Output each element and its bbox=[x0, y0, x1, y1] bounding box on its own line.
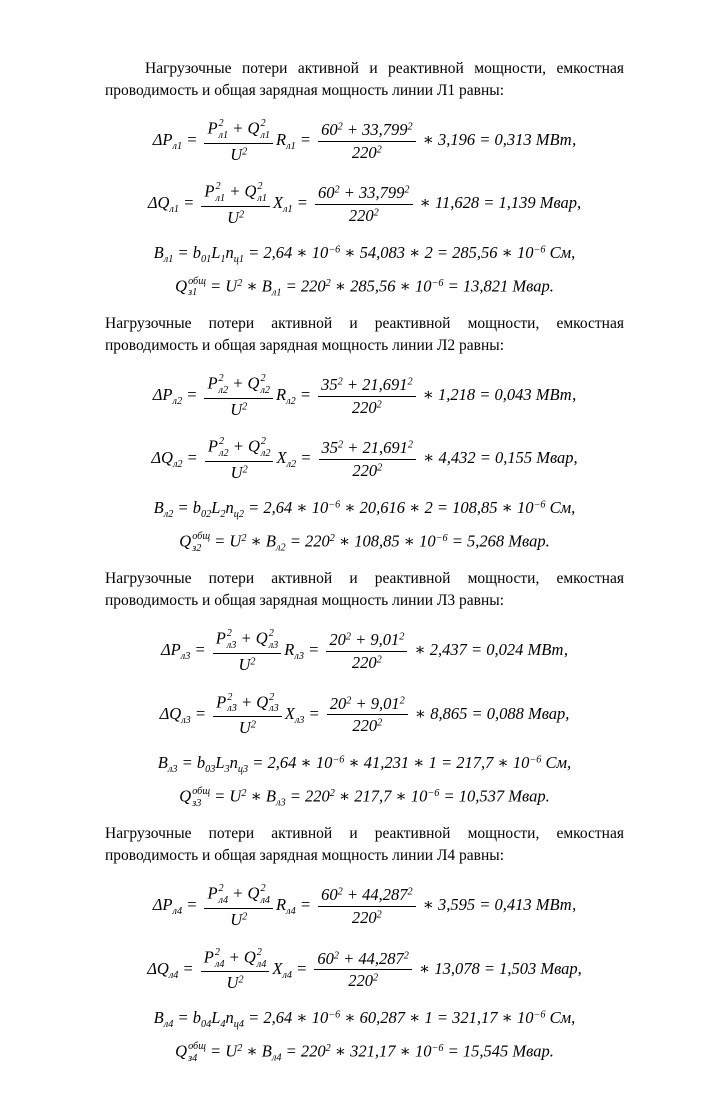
formula-reactive-power-loss-l3: $\Delta Q_{л3}$ = P 2 л3 + Q 2 л3 $U^2$ $X_{л3}$ = $\frac{20^2 + 9,01^2}{220^2}$ ∗ 8,865 = 0,088 Мвар, bbox=[159, 691, 570, 738]
section-line-4 bbox=[105, 823, 624, 1064]
formula-active-power-loss-l2: $\Delta P_{л2}$ = P 2 л2 + Q 2 л2 $U^2$ $R_{л2}$ = $\frac{35^2 + 21,691^2}{220^2}$ ∗ 1,218 = 0,043 МВт, bbox=[152, 373, 577, 419]
formula-reactive-power-loss-l4: $\Delta Q_{л4}$ = P 2 л4 + Q 2 л4 $U^2$ $X_{л4}$ = $\frac{60^2 + 44,287^2}{220^2}$ ∗ 13,078 = 1,503 Мвар, bbox=[147, 946, 582, 993]
formula-capacitive-susceptance-l1: $B_{л1} = b_{01}L_1n_{ц1} = 2,64$ ∗ $10^{-6}$ ∗ 54,083 ∗ 2 = 285,56 ∗ $10^{-6}$ См, bbox=[153, 242, 576, 265]
paragraph-intro-line-4: Нагрузочные потери активной и реактивной мощности, емкостная проводимость и общая зарядная мощность линии Л4 равны: bbox=[105, 825, 624, 865]
section-line-3 bbox=[105, 568, 624, 809]
paragraph-intro-line-2: Нагрузочные потери активной и реактивной мощности, емкостная проводимость и общая зарядная мощность линии Л2 равны: bbox=[105, 315, 624, 355]
formula-active-power-loss-l4: $\Delta P_{л4}$ = P 2 л4 + Q 2 л4 $U^2$ $R_{л4}$ = $\frac{60^2 + 44,287^2}{220^2}$ ∗ 3,595 = 0,413 МВт, bbox=[152, 883, 577, 929]
formula-active-power-loss-l1: $\Delta P_{л1}$ = P 2 л1 + Q 2 л1 $U^2$ $R_{л1}$ = $\frac{60^2 + 33,799^2}{220^2}$ ∗ 3,196 = 0,313 МВт, bbox=[152, 118, 577, 164]
formula-charging-power-l2: Q общ з2 = $U^2$ ∗ $B_{л2} = 220^2$ ∗ 108,85 ∗ $10^{-6} = 5,268$ Мвар. bbox=[179, 530, 550, 554]
formula-reactive-power-loss-l2: $\Delta Q_{л2}$ = P 2 л2 + Q 2 л2 $U^2$ $X_{л2}$ = $\frac{35^2 + 21,691^2}{220^2}$ ∗ 4,432 = 0,155 Мвар, bbox=[151, 436, 578, 483]
section-line-1 bbox=[105, 58, 624, 299]
formula-charging-power-l3: Q общ з3 = $U^2$ ∗ $B_{л3} = 220^2$ ∗ 217,7 ∗ $10^{-6} = 10,537$ Мвар. bbox=[179, 785, 550, 809]
formula-reactive-power-loss-l1: $\Delta Q_{л1}$ = P 2 л1 + Q 2 л1 $U^2$ $X_{л1}$ = $\frac{60^2 + 33,799^2}{220^2}$ ∗ 11,628 = 1,139 Мвар, bbox=[147, 181, 582, 227]
formula-capacitive-susceptance-l4: $B_{л4} = b_{04}L_4n_{ц4} = 2,64$ ∗ $10^{-6}$ ∗ 60,287 ∗ 1 = 321,17 ∗ $10^{-6}$ См, bbox=[153, 1008, 576, 1031]
formula-active-power-loss-l3: $\Delta P_{л3}$ = P 2 л3 + Q 2 л3 $U^2$ $R_{л3}$ = $\frac{20^2 + 9,01^2}{220^2}$ ∗ 2,437 = 0,024 МВт, bbox=[160, 628, 569, 674]
formula-capacitive-susceptance-l2: $B_{л2} = b_{02}L_2n_{ц2} = 2,64$ ∗ $10^{-6}$ ∗ 20,616 ∗ 2 = 108,85 ∗ $10^{-6}$ См, bbox=[153, 497, 576, 520]
formula-capacitive-susceptance-l3: $B_{л3} = b_{03}L_3n_{ц3} = 2,64$ ∗ $10^{-6}$ ∗ 41,231 ∗ 1 = 217,7 ∗ $10^{-6}$ См, bbox=[157, 752, 572, 776]
paragraph-intro-line-1: Нагрузочные потери активной и реактивной мощности, емкостная проводимость и общая зарядная мощность линии Л1 равны: bbox=[105, 60, 624, 99]
paragraph-intro-line-3: Нагрузочные потери активной и реактивной мощности, емкостная проводимость и общая зарядная мощность линии Л3 равны: bbox=[105, 570, 624, 610]
formula-charging-power-l1: Q общ з1 = $U^2$ ∗ $B_{л1} = 220^2$ ∗ 285,56 ∗ $10^{-6} = 13,821$ Мвар. bbox=[175, 275, 554, 299]
section-line-2 bbox=[105, 313, 624, 554]
formula-charging-power-l4: Q общ з4 = $U^2$ ∗ $B_{л4} = 220^2$ ∗ 321,17 ∗ $10^{-6} = 15,545$ Мвар. bbox=[175, 1041, 554, 1064]
